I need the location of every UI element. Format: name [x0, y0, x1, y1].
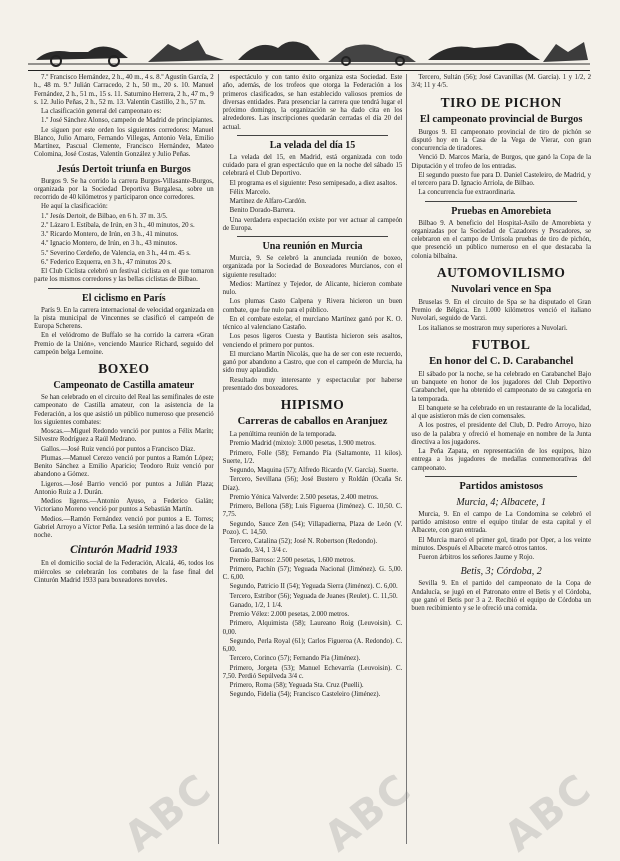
paragraph: Murcia, 9. Se celebró la anunciada reunión de boxeo, organizada por la Sociedad de Boxeadores Murcianos, con el siguiente resultado:	[222, 255, 403, 279]
paragraph: Primero, Pachín (57); Yeguada Nacional (Jiménez). G. 5,00. C. 6,00.	[222, 565, 403, 581]
paragraph: Tercero, Sultán (56); José Cavanillas (M. García). 1 y 1/2, 2 3/4; 11 y 4/5.	[411, 74, 592, 90]
abc-watermark: ABC	[316, 765, 421, 861]
paragraph: Primero, Jorgeta (53); Manuel Echevarría (Leuvoisin). C. 7,50. Perdió Sepúlveda 3/4 c.	[222, 664, 403, 680]
headline-amorebieta: Pruebas en Amorebieta	[451, 205, 552, 217]
paragraph: En el combate estelar, el murciano Martínez ganó por K. O. técnico al valenciano Castaño.	[222, 315, 403, 331]
banner-racing-icon	[28, 30, 590, 70]
headline-carreras-aranjuez: Carreras de caballos en Aranjuez	[237, 416, 388, 427]
paragraph: Medios.—Ramón Fernández venció por puntos a E. Torres; Gabriel Arroyo a Víctor Peña. La sesión terminó a las doce de la noche.	[34, 515, 214, 539]
rest-text: Le siguen por este orden los siguientes corredores: Manuel Blanco, Julio Amaro, Fernando Villegas, Antonio Vela, Emilio Martínez, Pascual Clemente, Francisco Hernández, Mateo Colomina, José Costas, Valentín González y Julio Peñas.	[34, 126, 214, 159]
paragraph: El segundo puesto fue para D. Daniel Casteleiro, de Madrid, y el tercero para D. Ignacio Arriola, de Bilbao.	[411, 171, 592, 187]
paragraph: En el domicilio social de la Federación, Alcalá, 46, todos los miércoles se celebrarán los combates de la fase final del Cinturón Madrid 1933 para boxeadores noveles.	[34, 560, 214, 584]
paragraph: Tercero, Sevillana (56); José Bustero y Roldán (Ocaña Sr. Díaz).	[222, 476, 403, 492]
paragraph: He aquí la clasificación:	[41, 203, 108, 211]
headline-provincial-burgos: El campeonato provincial de Burgos	[419, 113, 583, 125]
paragraph: La Peña Zapata, en representación de los equipos, hizo entrega a los jugadores de medallas conmemorativas del campeonato.	[411, 448, 592, 472]
paragraph: Primero, Roma (58); Yeguada Sta. Cruz (Puelli).	[229, 682, 364, 689]
paragraph: Plumas.—Manuel Cerezo venció por puntos a Ramón López; Benito Sánchez a Emilio Aparicio; Teodoro Ruiz venció por abandono a Gómez.	[34, 454, 214, 479]
paragraph: Venció D. Marcos María, de Burgos, que ganó la Copa de la Diputación y el trofeo de los entradas.	[411, 154, 592, 170]
section-hipismo: HIPISMO	[280, 397, 345, 412]
headline-amistosos: Partidos amistosos	[459, 480, 544, 492]
paragraph: Martínez de Alfaro-Cardón.	[229, 198, 307, 205]
paragraph: 2.º Lázaro I. Estíbala, de Irún, en 3 h., 40 minutos, 20 s.	[41, 221, 195, 229]
column-2	[218, 74, 407, 844]
paragraph: Burgos 9. El campeonato provincial de tiro de pichón se disputó hoy en la Casa de la Vega de Vierar, con gran concurrencia de tiradores.	[411, 128, 592, 152]
paragraph: espectáculo y con tanto éxito organiza esta Sociedad. Este año, además, de los trofeos que otorga la Federación a los primeros clasificados, se han establecido valiosos premios de diversas entidades. Para presenciar la carrera que tendrá lugar el próximo domingo, la organización se ha dado cita en los alrededores. Las inscripciones quedarán cerradas el día 20 del actual.	[222, 74, 403, 131]
divider	[237, 236, 389, 237]
paragraph: Premio Vélez: 2.000 pesetas, 2.000 metros.	[229, 611, 350, 618]
headline-burgos: Jesús Dertoit triunfa en Burgos	[56, 163, 191, 175]
headline-betis-cordoba: Betis, 3; Córdoba, 2	[460, 566, 542, 578]
paragraph: 3.º Ricardo Montero, de Irún, en 3 h., 41 minutos.	[41, 231, 179, 238]
paragraph: Sevilla 9. En el partido del campeonato de la Copa de Andalucía, se jugó en el Patronato entre el Betis y el Córdoba, que ganó el Betis por 3 a 2. Recibió el equipo de Córdoba un buen recibimiento y se le ofreció una comida.	[411, 580, 592, 612]
paragraph: Medios ligeros.—Antonio Ayuso, a Federico Galán; Victoriano Moreno venció por puntos a Sebastián Martín.	[34, 498, 214, 514]
column-1	[30, 74, 218, 844]
paragraph: Segundo, Maquina (57); Alfredo Ricardo (V. García). Suerte.	[229, 467, 399, 474]
paragraph: Benito Dorado-Barrera.	[229, 207, 296, 215]
first-text: 1.º José Sánchez Alonso, campeón de Madrid de principiantes.	[41, 117, 214, 125]
paragraph: Tercero, Catalina (52); José N. Robertson (Redondo).	[229, 538, 378, 545]
paragraph: Gallos.—José Ruiz venció por puntos a Francisco Díaz.	[41, 445, 196, 453]
ranking-text: 7.º Francisco Hernández, 2 h., 40 m., 4 s. 8.º Agustín García, 2 h., 48 m. 9.º Julián Carracedo, 2 h., 50 m., 20 s. 10. Manuel Fernández, 2 h., 51 m., 15 s. 11. Saturnino Herrera, 2 h., 47 m., 9 s. 12. Julio Peñas, 2 h., 52 m. 13. Valentín Castillo, 2 h., 57 m.	[34, 74, 214, 106]
paragraph: Primero, Alquimista (58); Laureano Roig (Leuvoisin). C. 0,00.	[222, 620, 403, 636]
paragraph: Bilbao 9. A beneficio del Hospital-Asilo de Amorebieta y organizadas por la Sociedad de Cazadores y Pescadores, se celebraron en el campo de Urrisola pruebas de tiro de pichón, que presenció un público numeroso en el que destacaba la colonia bilbaína.	[411, 219, 592, 260]
paragraph: Bruselas 9. En el circuito de Spa se ha disputado el Gran Premio de Bélgica. En 1.000 kilómetros venció el italiano Nuvolari, seguido de Varzi.	[411, 298, 592, 323]
paragraph: Ganado, 3/4, 1 3/4 c.	[229, 547, 288, 555]
headline-nuvolari: Nuvolari vence en Spa	[451, 283, 552, 295]
paragraph: El Club Ciclista celebró un festival ciclista en el que tomaron parte los mismos corredores y las bellas ciclistas de Bilbao.	[34, 268, 214, 284]
paragraph: El programa es el siguiente: Peso semipesado, a diez asaltos.	[229, 179, 398, 187]
paragraph: Los pesos ligeros Cuesta y Bautista hicieron seis asaltos, venciendo el primero por puntos.	[222, 333, 403, 349]
headline-murcia: Una reunión en Murcia	[262, 241, 363, 252]
paragraph: Segundo, Sauce Zen (54); Villapadierna, Plaza de León (V. Pozo). C. 14,50.	[222, 520, 403, 536]
section-futbol: FUTBOL	[471, 336, 531, 352]
abc-watermark: ABC	[496, 765, 601, 861]
divider	[425, 201, 577, 202]
paragraph: París 9. En la carrera internacional de velocidad organizada en la pista municipal de Vincennes se clasificó el campeón de Europa Scherens.	[34, 306, 214, 330]
headline-carabanchel: En honor del C. D. Carabanchel	[429, 355, 574, 367]
paragraph: Una verdadera expectación existe por ver actuar al campeón de Europa.	[222, 216, 403, 232]
paragraph: Ligeros.—José Barrio venció por puntos a Julián Plaza; Antonio Ruiz a J. Durán.	[34, 480, 214, 496]
paragraph: Los italianos se mostraron muy superiores a Nuvolari.	[418, 324, 568, 332]
paragraph: A los postres, el presidente del Club, D. Pedro Arroyo, hizo uso de la palabra y ofreció el homenaje en nombre de la Junta directiva a los jugadores.	[411, 422, 592, 446]
paragraph: Medios: Martínez y Tejedor, de Alicante, hicieron combate nulo.	[222, 280, 403, 296]
headline-campeonato-castilla: Campeonato de Castilla amateur	[53, 380, 195, 391]
paragraph: Premio Yénica Valverde: 2.500 pesetas, 2.400 metros.	[229, 493, 379, 501]
paragraph: El Murcia marcó el primer gol, tirado por Oper, a los veinte minutos. Después el Albacete marcó otros tantos.	[411, 536, 592, 552]
section-automovilismo: AUTOMOVILISMO	[436, 264, 566, 280]
paragraph: Burgos 9. Se ha corrido la carrera Burgos-Villasante-Burgos, organizada por la Sociedad Deportiva Burgalesa, sobre un recorrido de 40 kilómetros y participaron once corredores.	[34, 177, 214, 201]
section-boxeo: BOXEO	[98, 361, 150, 376]
paragraph: La concurrencia fue extraordinaria.	[418, 189, 516, 197]
paragraph: Primero, Folle (58); Fernando Pía (Saltamonte, 11 kilos). Suerte, 1/2.	[222, 449, 403, 465]
paragraph: El banquete se ha celebrado en un restaurante de la localidad, al que asistieron más de cien comensales.	[411, 404, 592, 420]
headline-cinturon: Cinturón Madrid 1933	[70, 544, 178, 557]
divider	[237, 135, 389, 136]
paragraph: En el velódromo de Buffalo se ha corrido la carrera «Gran Premio de la Unión», venciendo Maurice Richard, seguido del campeón belga Lemoine.	[34, 332, 214, 356]
paragraph: Félix Marcelo.	[229, 188, 271, 196]
paragraph: El murciano Martín Nicolás, que ha de ser con este recuerdo, ganó por abandono a Castro, que con el campeón de Murcia, ha sido muy aplaudido.	[222, 350, 403, 375]
paragraph: Premio Madrid (mixto): 3.000 pesetas, 1.900 metros.	[229, 440, 376, 448]
paragraph: Premio Barroso: 2.500 pesetas, 1.600 metros.	[229, 556, 356, 564]
headline-murcia-albacete: Murcia, 4; Albacete, 1	[456, 496, 547, 508]
paragraph: La penúltima reunión de la temporada.	[229, 431, 337, 438]
headline-paris: El ciclismo en París	[82, 292, 166, 304]
paragraph: Los plumas Casto Calpena y Rivera hicieron un buen combate, que fue nulo para el público.	[222, 298, 403, 314]
general-text: La clasificación general del campeonato es:	[41, 108, 162, 115]
divider	[48, 288, 200, 289]
paragraph: Segundo, Perla Royal (61); Carlos Figueroa (A. Redondo). C. 6,00.	[222, 637, 403, 653]
paragraph: Se han celebrado en el circuito del Real las semifinales de este campeonato de Castilla amateur, con la asistencia de la Federación, a los que asistió un público numeroso que presenció los siguientes combates:	[34, 394, 214, 426]
paragraph: Fueron árbitros los señores Jaume y Rojo.	[418, 554, 535, 561]
paragraph: Moscas.—Miguel Redondo venció por puntos a Félix Marín; Silvestre Rodríguez a Raúl Medrano.	[34, 428, 214, 444]
paragraph: 4.º Ignacio Montero, de Irún, en 3 h., 43 minutos.	[41, 240, 178, 248]
paragraph: Murcia, 9. En el campo de La Condomina se celebró el partido amistoso entre el equipo titular de esta capital y el Albacete, con gran entrada.	[411, 510, 592, 535]
divider	[425, 476, 577, 477]
paragraph: Tercero, Corinco (57); Fernando Pía (Jiménez).	[229, 655, 361, 663]
paragraph: 5.º Severino Cerdeño, de Valencia, en 3 h., 44 m. 45 s.	[41, 249, 191, 257]
paragraph: La velada del 15, en Madrid, está organizada con todo cuidado para el gran espectáculo que en la noche del sábado 15 celebrará el Club Deportivo.	[222, 153, 403, 178]
paragraph: Ganado, 1/2, 1 1/4.	[229, 601, 283, 609]
paragraph: Segundo, Patricio II (54); Yeguada Sierra (Jiménez). C. 6,00.	[229, 583, 398, 591]
paragraph: Resultado muy interesante y espectacular por haberse presentado dos boxeadores.	[222, 376, 403, 392]
paragraph: Primero, Bellona (58); Luis Figueroa (Jiménez). C. 10,50. C. 7,75.	[222, 503, 403, 519]
section-tiro-pichon: TIRO DE PICHON	[440, 94, 562, 110]
abc-watermark: ABC	[116, 765, 221, 861]
headline-velada: La velada del día 15	[269, 139, 356, 151]
paragraph: El sábado por la noche, se ha celebrado en Carabanchel Bajo un banquete en honor de los jugadores del Club Deportivo Carabanchel, que ha obtenido el campeonato de su categoría en la temporada.	[411, 370, 592, 403]
column-3	[406, 74, 595, 844]
paragraph: 6.º Federico Ezquerra, en 3 h., 47 minutos 20 s.	[41, 258, 172, 266]
sports-banner-illustration	[28, 30, 590, 71]
paragraph: Segundo, Fidelia (54); Francisco Casteleiro (Jiménez).	[229, 691, 381, 699]
paragraph: Tercero, Estribor (56); Yeguada de Juanes (Reulet). C. 11,50.	[229, 592, 398, 600]
paragraph: 1.º Jesús Dertoit, de Bilbao, en 6 h. 37 m. 3/5.	[41, 212, 168, 220]
